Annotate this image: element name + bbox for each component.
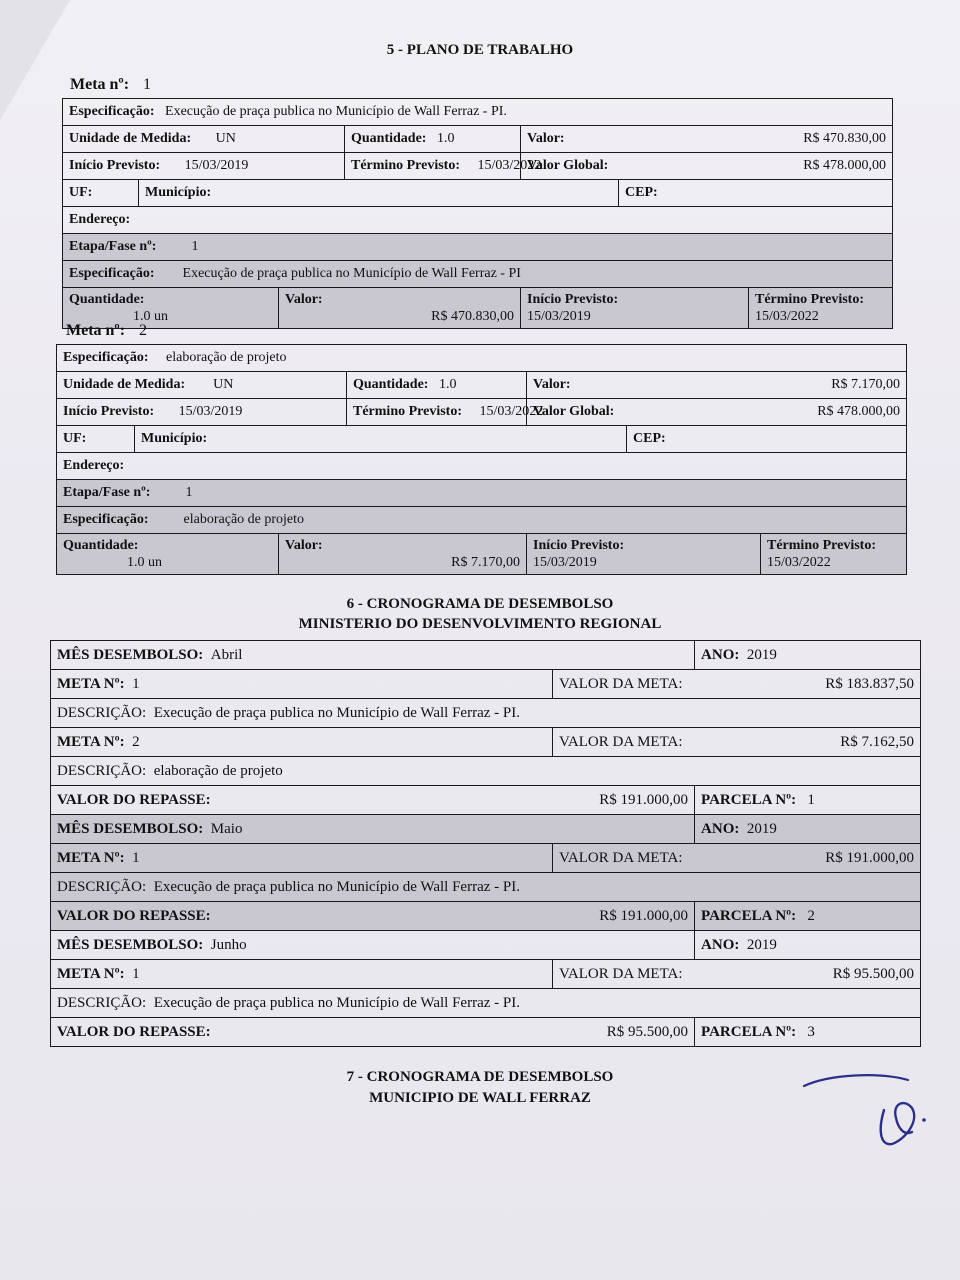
valor-cell: Valor: R$ 7.170,00 bbox=[527, 372, 907, 399]
etapa-number: 1 bbox=[185, 485, 193, 500]
section-6-title: 6 - CRONOGRAMA DE DESEMBOLSO bbox=[346, 596, 614, 612]
valor-repasse-cell: VALOR DO REPASSE: R$ 191.000,00 bbox=[51, 902, 695, 931]
etapa-valor-value: R$ 7.170,00 bbox=[451, 555, 520, 570]
valor-cell: Valor: R$ 470.830,00 bbox=[521, 126, 893, 153]
etapa-inicio-cell: Início Previsto: 15/03/2019 bbox=[521, 288, 749, 329]
valor-meta-value: R$ 95.500,00 bbox=[832, 965, 915, 982]
mes-value: Maio bbox=[210, 820, 243, 837]
etapa-especificacao-value: Execução de praça publica no Município de Wall Ferraz - PI bbox=[182, 266, 521, 281]
meta-1-label bbox=[70, 76, 151, 94]
unidade-cell: Unidade de Medida: UN bbox=[63, 126, 345, 153]
uf-cell: UF: bbox=[63, 180, 139, 207]
descricao-value: elaboração de projeto bbox=[153, 762, 283, 779]
endereco-cell: Endereço: bbox=[57, 453, 907, 480]
mes-value: Junho bbox=[210, 936, 247, 953]
parcela-value: 3 bbox=[807, 1023, 815, 1040]
inicio-cell: Início Previsto: 15/03/2019 bbox=[63, 153, 345, 180]
meta-2-table bbox=[56, 344, 907, 575]
valor-value: R$ 7.170,00 bbox=[831, 377, 901, 392]
valor-global-value: R$ 478.000,00 bbox=[803, 158, 887, 173]
cep-cell: CEP: bbox=[619, 180, 893, 207]
uf-cell: UF: bbox=[57, 426, 135, 453]
etapa-quantidade-cell: Quantidade: 1.0 un bbox=[63, 288, 279, 329]
descricao-cell: DESCRIÇÃO: elaboração de projeto bbox=[51, 757, 921, 786]
section-7-title: 7 - CRONOGRAMA DE DESEMBOLSO bbox=[346, 1069, 614, 1085]
descricao-value: Execução de praça publica no Município de Wall Ferraz - PI. bbox=[153, 994, 520, 1011]
inicio-value: 15/03/2019 bbox=[178, 404, 243, 419]
valor-meta-value: R$ 191.000,00 bbox=[825, 849, 915, 866]
descricao-cell: DESCRIÇÃO: Execução de praça publica no Município de Wall Ferraz - PI. bbox=[51, 873, 921, 902]
meta-number: 2 bbox=[139, 322, 148, 339]
etapa-cell: Etapa/Fase nº: 1 bbox=[57, 480, 907, 507]
etapa-especificacao-value: elaboração de projeto bbox=[183, 512, 305, 527]
descricao-value: Execução de praça publica no Município de Wall Ferraz - PI. bbox=[153, 704, 520, 721]
etapa-valor-cell: Valor: R$ 470.830,00 bbox=[279, 288, 521, 329]
especificacao-row: Especificação: Execução de praça publica no Município de Wall Ferraz - PI. bbox=[63, 99, 893, 126]
valor-meta-cell: VALOR DA META: R$ 183.837,50 bbox=[553, 670, 921, 699]
termino-value: 15/03/2022 bbox=[479, 404, 544, 419]
handwritten-signature-icon bbox=[800, 1070, 930, 1160]
descricao-cell: DESCRIÇÃO: Execução de praça publica no Município de Wall Ferraz - PI. bbox=[51, 699, 921, 728]
valor-meta-cell: VALOR DA META: R$ 191.000,00 bbox=[553, 844, 921, 873]
descricao-cell: DESCRIÇÃO: Execução de praça publica no Município de Wall Ferraz - PI. bbox=[51, 989, 921, 1018]
etapa-valor-cell: Valor: R$ 7.170,00 bbox=[279, 534, 527, 575]
meta-no-label: Meta nº: bbox=[66, 322, 126, 339]
page-fold bbox=[0, 0, 70, 120]
meta-number: 1 bbox=[132, 965, 140, 982]
etapa-quantidade-value: 1.0 un bbox=[133, 309, 168, 324]
etapa-inicio-cell: Início Previsto: 15/03/2019 bbox=[527, 534, 761, 575]
meta-no-cell: META Nº: 1 bbox=[51, 670, 553, 699]
termino-cell: Término Previsto: 15/03/2022 bbox=[347, 399, 527, 426]
etapa-valor-value: R$ 470.830,00 bbox=[431, 309, 514, 324]
termino-cell: Término Previsto: 15/03/2022 bbox=[345, 153, 521, 180]
etapa-quantidade-value: 1.0 un bbox=[127, 555, 162, 570]
inicio-cell: Início Previsto: 15/03/2019 bbox=[57, 399, 347, 426]
meta-2-label bbox=[66, 322, 147, 340]
quantidade-value: 1.0 bbox=[436, 131, 455, 146]
valor-meta-value: R$ 7.162,50 bbox=[840, 733, 915, 750]
etapa-inicio-value: 15/03/2019 bbox=[533, 555, 597, 570]
especificacao-row: Especificação: elaboração de projeto bbox=[57, 345, 907, 372]
unidade-value: UN bbox=[215, 131, 236, 146]
parcela-cell: PARCELA Nº: 1 bbox=[695, 786, 921, 815]
valor-repasse-value: R$ 191.000,00 bbox=[599, 907, 689, 924]
mes-desembolso-cell: MÊS DESEMBOLSO: Abril bbox=[51, 641, 695, 670]
parcela-cell: PARCELA Nº: 3 bbox=[695, 1018, 921, 1047]
valor-global-cell: Valor Global: R$ 478.000,00 bbox=[527, 399, 907, 426]
quantidade-cell: Quantidade: 1.0 bbox=[347, 372, 527, 399]
meta-number: 1 bbox=[143, 76, 152, 93]
quantidade-cell: Quantidade: 1.0 bbox=[345, 126, 521, 153]
termino-value: 15/03/2022 bbox=[477, 158, 542, 173]
etapa-inicio-value: 15/03/2019 bbox=[527, 309, 591, 324]
etapa-termino-value: 15/03/2022 bbox=[755, 309, 819, 324]
endereco-cell: Endereço: bbox=[63, 207, 893, 234]
parcela-value: 1 bbox=[807, 791, 815, 808]
etapa-termino-value: 15/03/2022 bbox=[767, 555, 831, 570]
valor-repasse-cell: VALOR DO REPASSE: R$ 191.000,00 bbox=[51, 786, 695, 815]
parcela-value: 2 bbox=[807, 907, 815, 924]
valor-repasse-cell: VALOR DO REPASSE: R$ 95.500,00 bbox=[51, 1018, 695, 1047]
ano-value: 2019 bbox=[746, 936, 777, 953]
municipio-cell: Município: bbox=[139, 180, 619, 207]
meta-1-table bbox=[62, 98, 893, 329]
especificacao-value: Execução de praça publica no Município de Wall Ferraz - PI. bbox=[165, 104, 507, 119]
quantidade-value: 1.0 bbox=[438, 377, 457, 392]
etapa-number: 1 bbox=[191, 239, 199, 254]
etapa-cell: Etapa/Fase nº: 1 bbox=[63, 234, 893, 261]
unidade-value: UN bbox=[213, 377, 234, 392]
cep-cell: CEP: bbox=[627, 426, 907, 453]
etapa-quantidade-cell: Quantidade: 1.0 un bbox=[57, 534, 279, 575]
etapa-especificacao-cell: Especificação: Execução de praça publica no Município de Wall Ferraz - PI bbox=[63, 261, 893, 288]
valor-repasse-value: R$ 95.500,00 bbox=[606, 1023, 689, 1040]
section-5-title: 5 - PLANO DE TRABALHO bbox=[386, 42, 574, 58]
valor-meta-cell: VALOR DA META: R$ 95.500,00 bbox=[553, 960, 921, 989]
municipio-cell: Município: bbox=[135, 426, 627, 453]
ano-cell: ANO: 2019 bbox=[695, 815, 921, 844]
meta-no-cell: META Nº: 1 bbox=[51, 960, 553, 989]
valor-global-cell: Valor Global: R$ 478.000,00 bbox=[521, 153, 893, 180]
mes-desembolso-cell: MÊS DESEMBOLSO: Junho bbox=[51, 931, 695, 960]
cronograma-table bbox=[50, 640, 921, 1047]
descricao-value: Execução de praça publica no Município de Wall Ferraz - PI. bbox=[153, 878, 520, 895]
etapa-especificacao-cell: Especificação: elaboração de projeto bbox=[57, 507, 907, 534]
valor-meta-value: R$ 183.837,50 bbox=[825, 675, 915, 692]
etapa-termino-cell: Término Previsto: 15/03/2022 bbox=[761, 534, 907, 575]
ano-value: 2019 bbox=[746, 820, 777, 837]
unidade-cell: Unidade de Medida: UN bbox=[57, 372, 347, 399]
section-7-subtitle: MUNICIPIO DE WALL FERRAZ bbox=[369, 1090, 591, 1106]
meta-number: 1 bbox=[132, 849, 140, 866]
meta-no-label: Meta nº: bbox=[70, 76, 130, 93]
valor-global-value: R$ 478.000,00 bbox=[817, 404, 901, 419]
especificacao-value: elaboração de projeto bbox=[166, 350, 287, 365]
parcela-cell: PARCELA Nº: 2 bbox=[695, 902, 921, 931]
ano-cell: ANO: 2019 bbox=[695, 931, 921, 960]
valor-repasse-value: R$ 191.000,00 bbox=[599, 791, 689, 808]
inicio-value: 15/03/2019 bbox=[184, 158, 249, 173]
mes-value: Abril bbox=[210, 646, 243, 663]
mes-desembolso-cell: MÊS DESEMBOLSO: Maio bbox=[51, 815, 695, 844]
section-6-subtitle: MINISTERIO DO DESENVOLVIMENTO REGIONAL bbox=[298, 616, 662, 632]
ano-cell: ANO: 2019 bbox=[695, 641, 921, 670]
meta-no-cell: META Nº: 2 bbox=[51, 728, 553, 757]
ano-value: 2019 bbox=[746, 646, 777, 663]
valor-meta-cell: VALOR DA META: R$ 7.162,50 bbox=[553, 728, 921, 757]
meta-number: 2 bbox=[132, 733, 140, 750]
meta-no-cell: META Nº: 1 bbox=[51, 844, 553, 873]
etapa-termino-cell: Término Previsto: 15/03/2022 bbox=[749, 288, 893, 329]
meta-number: 1 bbox=[132, 675, 140, 692]
valor-value: R$ 470.830,00 bbox=[803, 131, 887, 146]
